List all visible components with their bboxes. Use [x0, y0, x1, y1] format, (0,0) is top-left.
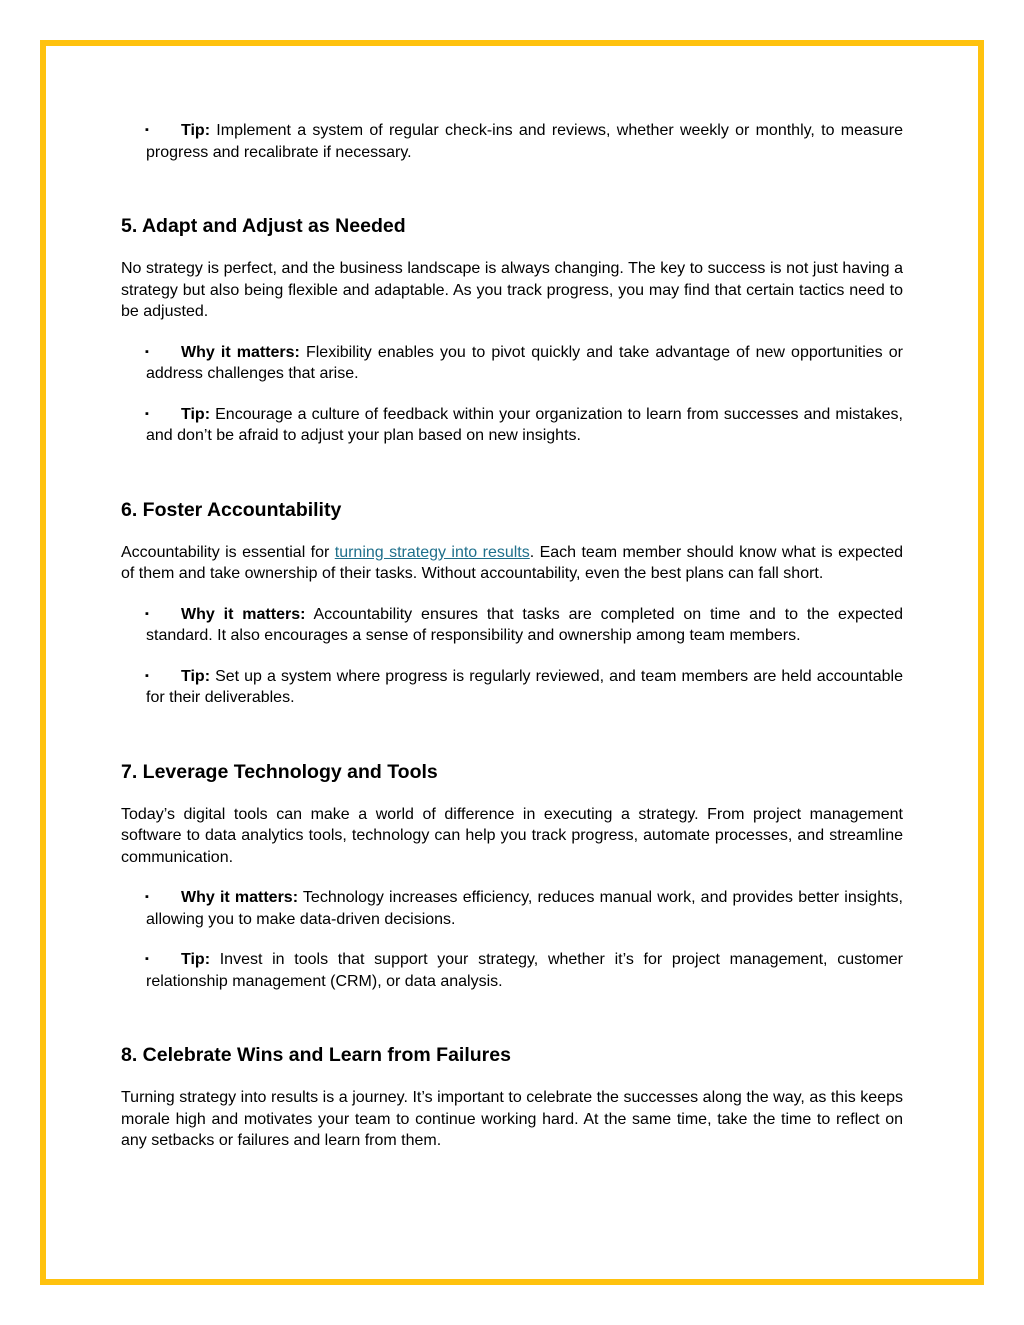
bullet-text [146, 120, 903, 163]
turning-strategy-link[interactable]: turning strategy into results [334, 543, 530, 561]
bullet-lead: Tip: [181, 122, 211, 139]
section-5-why-bullet [121, 342, 903, 385]
bullet-lead: Why it matters: [181, 343, 300, 361]
bullet-marker: ▪ [145, 953, 149, 965]
bullet-body: Accountability ensures that tasks are completed on time and to the expected standard. It also encourages a sense of responsibility and ownership among team members. [146, 605, 903, 644]
bullet-body: Set up a system where progress is regularly reviewed, and team members are held accountable for their deliverables. [146, 667, 903, 706]
bullet-body: Encourage a culture of feedback within your organization to learn from successes and mistakes, and don’t be afraid to adjust your plan based on new insights. [146, 405, 903, 444]
bullet-body: Implement a system of regular check-ins and reviews, whether weekly or monthly, to measure progress and recalibrate if necessary. [146, 122, 903, 161]
bullet-lead: Tip: [181, 951, 211, 968]
bullet-lead: Why it matters: [181, 605, 306, 623]
bullet-marker: ▪ [145, 124, 149, 136]
bullet-marker: ▪ [145, 669, 149, 682]
section-8-body: Turning strategy into results is a journey. It’s important to celebrate the successes along the way, as this keeps morale high and motivates your team to continue working hard. At the same time, take the time to reflect on any setbacks or failures and learn from them. [121, 1089, 903, 1149]
section-5-heading: 5. Adapt and Adjust as Needed [121, 215, 406, 237]
section-5-body: No strategy is perfect, and the business landscape is always changing. The key to success is not just having a strategy but also being flexible and adaptable. As you track progress, you may find that certain tactics need to be adjusted. [121, 260, 903, 320]
section-5-tip-bullet [121, 404, 903, 447]
bullet-lead: Tip: [181, 667, 211, 685]
bullet-marker: ▪ [145, 345, 149, 358]
section-7-tip-bullet [121, 949, 903, 992]
section-6-body [121, 542, 903, 585]
bullet-lead: Tip: [181, 405, 211, 423]
section-6-tip-bullet [121, 666, 903, 709]
bullet-body: Flexibility enables you to pivot quickly and take advantage of new opportunities or address challenges that arise. [146, 343, 903, 382]
document-content [121, 120, 903, 1171]
section-7-body: Today’s digital tools can make a world of difference in executing a strategy. From project management software to data analytics tools, technology can help you track progress, automate processes, and streamline communication. [121, 805, 903, 866]
bullet-body: Technology increases efficiency, reduces manual work, and provides better insights, allowing you to make data-driven decisions. [146, 889, 903, 928]
bullet-text [146, 887, 903, 930]
bullet-text [146, 666, 903, 709]
section-6-heading: 6. Foster Accountability [121, 498, 342, 521]
section-7-why-bullet [121, 887, 903, 930]
bullet-body: Invest in tools that support your strategy, whether it’s for project management, customer relationship management (CRM), or data analysis. [146, 951, 903, 990]
bullet-text [146, 404, 903, 447]
bullet-marker: ▪ [145, 407, 149, 420]
section-6-why-bullet [121, 604, 903, 647]
bullet-text [146, 604, 903, 647]
section-6-body-after: . Each team member should know what is expected of them and take ownership of their tasks. Without accountability, even the best plans can fall short. [121, 543, 904, 582]
bullet-text [146, 342, 903, 385]
section-7-heading: 7. Leverage Technology and Tools [121, 760, 438, 783]
bullet-marker: ▪ [145, 891, 149, 903]
bullet-lead: Why it matters: [181, 889, 299, 906]
bullet-marker: ▪ [145, 607, 149, 620]
tip-bullet-top [121, 120, 903, 163]
bullet-text [146, 949, 903, 992]
section-6-body-before: Accountability is essential for [121, 543, 335, 561]
section-8-heading: 8. Celebrate Wins and Learn from Failures [121, 1044, 511, 1066]
